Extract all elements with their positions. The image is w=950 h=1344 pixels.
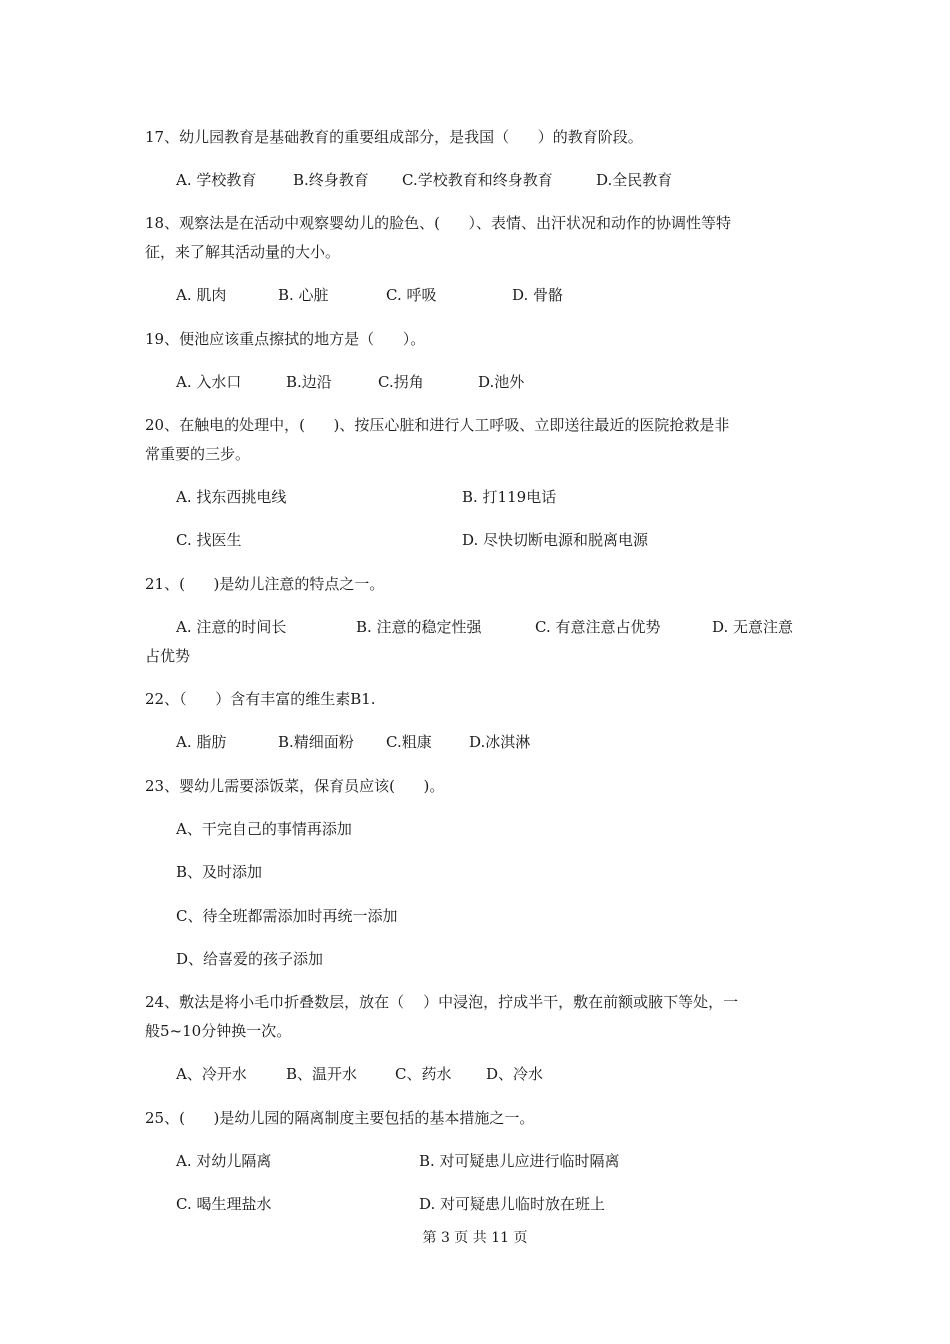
- question-21-option-d-wrap: 占优势: [145, 647, 191, 665]
- question-17-stem: 17、幼儿园教育是基础教育的重要组成部分，是我国（ ）的教育阶段。: [145, 128, 643, 146]
- question-24-option-a: A、冷开水: [176, 1065, 247, 1083]
- question-22-option-d: D.冰淇淋: [469, 733, 531, 751]
- question-21-option-b: B. 注意的稳定性强: [356, 618, 482, 636]
- question-25-option-b: B. 对可疑患儿应进行临时隔离: [419, 1152, 620, 1170]
- question-23-option-b: B、及时添加: [176, 863, 263, 881]
- question-22-stem: 22、（ ）含有丰富的维生素B1.: [145, 690, 376, 708]
- question-20-option-c: C. 找医生: [176, 531, 242, 549]
- question-20-option-d: D. 尽快切断电源和脱离电源: [462, 531, 649, 549]
- question-17-option-b: B.终身教育: [293, 171, 369, 189]
- question-19-stem: 19、便池应该重点擦拭的地方是（ ）。: [145, 330, 426, 348]
- question-21-option-c: C. 有意注意占优势: [535, 618, 661, 636]
- page-number-footer: 第 3 页 共 11 页: [422, 1230, 528, 1246]
- question-18-stem-line-1: 18、观察法是在活动中观察婴幼儿的脸色、( ）、表情、出汗状况和动作的协调性等特: [145, 214, 732, 232]
- question-25-option-a: A. 对幼儿隔离: [176, 1152, 272, 1170]
- question-23-option-d: D、给喜爱的孩子添加: [176, 950, 324, 968]
- question-17-option-c: C.学校教育和终身教育: [402, 171, 553, 189]
- question-18-stem-line-2: 征，来了解其活动量的大小。: [145, 243, 341, 261]
- question-20-option-b: B. 打119电话: [462, 488, 557, 506]
- question-23-stem: 23、婴幼儿需要添饭菜，保育员应该( )。: [145, 777, 445, 795]
- question-20-stem-line-2: 常重要的三步。: [145, 445, 251, 463]
- question-17-option-d: D.全民教育: [596, 171, 673, 189]
- question-19-option-d: D.池外: [478, 373, 525, 391]
- question-22-option-c: C.粗康: [386, 733, 432, 751]
- question-24-option-d: D、冷水: [486, 1065, 544, 1083]
- question-24-stem-line-2: 般5~10分钟换一次。: [145, 1022, 292, 1040]
- question-18-option-c: C. 呼吸: [386, 286, 437, 304]
- question-20-stem-line-1: 20、在触电的处理中，( )、按压心脏和进行人工呼吸、立即送往最近的医院抢救是非: [145, 416, 730, 434]
- question-18-option-b: B. 心脏: [278, 286, 329, 304]
- question-19-option-c: C.拐角: [378, 373, 424, 391]
- question-20-option-a: A. 找东西挑电线: [176, 488, 287, 506]
- question-19-option-a: A. 入水口: [176, 373, 242, 391]
- question-24-option-b: B、温开水: [286, 1065, 358, 1083]
- question-23-option-c: C、待全班都需添加时再统一添加: [176, 907, 398, 925]
- question-25-option-d: D. 对可疑患儿临时放在班上: [419, 1195, 606, 1213]
- question-21-option-d: D. 无意注意: [712, 618, 794, 636]
- question-22-option-a: A. 脂肪: [176, 733, 227, 751]
- question-18-option-d: D. 骨骼: [512, 286, 564, 304]
- question-25-stem: 25、( )是幼儿园的隔离制度主要包括的基本措施之一。: [145, 1109, 535, 1127]
- question-25-option-c: C. 喝生理盐水: [176, 1195, 272, 1213]
- question-22-option-b: B.精细面粉: [278, 733, 354, 751]
- question-18-option-a: A. 肌肉: [176, 286, 227, 304]
- question-24-stem-line-1: 24、敷法是将小毛巾折叠数层，放在（ ）中浸泡，拧成半干，敷在前额或腋下等处，一: [145, 993, 739, 1011]
- question-19-option-b: B.边沿: [286, 373, 332, 391]
- question-17-option-a: A. 学校教育: [176, 171, 257, 189]
- question-23-option-a: A、干完自己的事情再添加: [176, 820, 352, 838]
- question-24-option-c: C、药水: [395, 1065, 452, 1083]
- question-21-option-a: A. 注意的时间长: [176, 618, 287, 636]
- question-21-stem: 21、( )是幼儿注意的特点之一。: [145, 575, 385, 593]
